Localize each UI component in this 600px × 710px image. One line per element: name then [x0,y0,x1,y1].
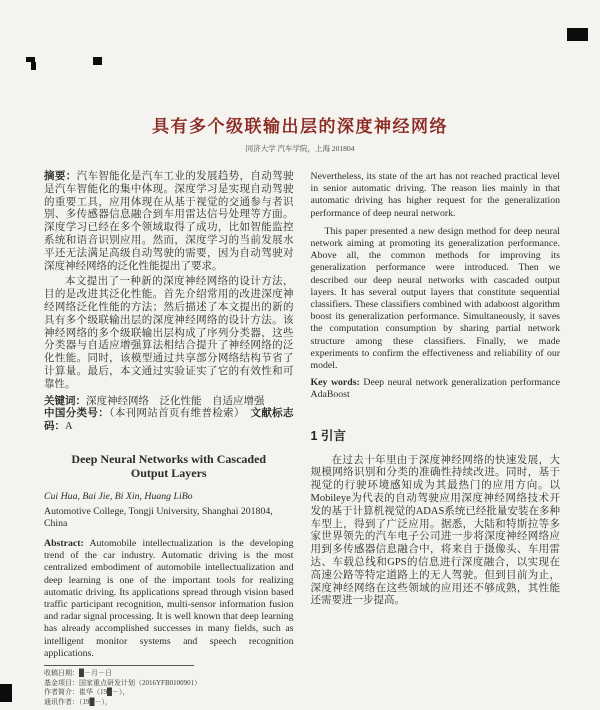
scan-artifact [93,57,102,65]
paper-title-en: Deep Neural Networks with Cascaded Output Layers [71,451,267,481]
affiliation-en: Automotive College, Tongji University, Shanghai 201804, China [44,505,273,529]
footnote-separator-rule [44,665,194,666]
keywords-en-label: Key words: [310,377,360,389]
section-1-paragraph: 在过去十年里由于深度神经网络的快速发展，大规模网络识别和分类的准确性持续改进。同时，基于视觉的行驶环境感知成为其最热门的应用方向。以Mobileye为代表的自动驾驶应用深度神经网络技术开发的基于计算机视觉的ADAS系统已经批量安装在多种车型上，得到了广泛应用。据悉，大陆和特斯拉等多家世界领先的汽车电子公司进一步将深度神经网络应用到多传感器信息融合中，将来自于摄像头、车用雷达、车载总线和GPS的信息进行深度融合，以实现在高速公路等特定道路上的无人驾驶。但到目前为止，深度神经网络在这些领域的应用还不够成熟，其性能还需要进一步提高。 [310,454,560,607]
scan-artifact [0,684,12,702]
keywords-en-line [311,377,561,401]
abstract-en-continuation-1: Nevertheless, its state of the art has not reached practical level in senior automatic driving. The reason lies mainly in that automatic driving has higher request for the generalization performance of deep neural network. [310,171,560,219]
keywords-cn-value: 深度神经网络 泛化性能 自适应增强 [86,395,265,407]
footnote-area [44,665,296,707]
doc-code-label: 文献标志码： [44,408,294,433]
keywords-en-value: Deep neural network generalization performance AdaBoost [310,377,560,401]
footnote-corresponding-author: 通讯作者：（19█－）， [44,697,112,706]
section-1-heading: 1 引言 [310,428,346,443]
left-column [44,171,294,660]
keywords-cn-label: 关键词： [44,395,86,407]
abstract-cn-paragraph-2: 本文提出了一种新的深度神经网络的设计方法，目的是改进其泛化性能。首先介绍常用的改进深度神经网络泛化性能的方法；然后描述了本文提出的新的具有多个级联输出层的深度神经网络的设计方法。该神经网络的多个级联输出层构成了序列分类器，这些分类器与自适应增强算法相结合提升了神经网络的泛化性能。同时，该模型通过共享部分网络结构节省了计算量。最后，本文通过实验证实了它的有效性和可靠性。 [44,276,294,390]
abstract-cn-text-1: 汽车智能化是汽车工业的发展趋势，自动驾驶是汽车智能化的集中体现。深度学习是实现自动驾驶的重要工具，应用体现在从基于视觉的交通参与者识别、多传感器信息融合到车用雷达信号处理等方面。深度学习已经在多个领域取得了成功，比如智能监控系统和语音识别应用。然而，深度学习的当前发展水平还无法满足高级自动驾驶的需要，因为自动驾驶对深度神经网络的泛化性能提出了要求。 [44,171,294,272]
scan-artifact [31,62,36,70]
abstract-cn-label: 摘要： [44,171,77,182]
clc-line [44,408,294,434]
abstract-cn-paragraph-1 [44,171,294,273]
footnote-author-bio: 作者简介：崔华（19█－）， [44,688,130,697]
footnote-received-date: 收稿日期：█－月－日 [44,669,112,678]
abstract-en-text: Automobile intellectualization is the developing trend of the car industry. Automatic driving is the most centralized embodiment of automobile intellectualization and deep learning is one of the important tools for realizing automatic driving. Its applications spread through vision based traffic participant recognition, multi-sensor information fusion and radar signal processing. It is well known that deep learning has already accomplished successes in many fields, such as intelligent monitor systems and speech recognition applications. [44,537,294,659]
clc-value: （本刊网站首页有维普检索） [109,408,251,420]
paper-title-cn: 具有多个级联输出层的深度神经网络 [152,117,448,136]
footnote-funding: 基金项目：国家重点研发计划（2016YFB0100901） [44,678,202,687]
abstract-en-continuation-2: This paper presented a new design method for deep neural network aiming at promoting its generalization performance. Above all, the common methods for improving its generalization performance were introduced. Then we described our deep neural networks with cascaded output layers. It has several output layers that constitute sequential classifiers. These classifiers combined with adaboost algorithm boost its generalization performance. Simultaneously, it saves the computation consumption by sharing partial network structure among these classifiers. Finally, we made experiments to confirm the effectiveness and reliability of our model. [310,225,560,372]
doc-code-value: A [65,421,73,433]
affiliation-cn: 同济大学 汽车学院，上海 201804 [245,144,355,153]
abstract-en-paragraph [44,538,294,660]
clc-label: 中国分类号： [44,408,110,420]
right-column [311,171,561,660]
scan-artifact [567,28,588,41]
authors-en: Cui Hua, Bai Jie, Bi Xin, Huang LiBo [44,490,193,502]
abstract-en-label: Abstract: [44,537,84,549]
two-column-body [0,171,600,660]
keywords-cn-line [44,396,294,409]
